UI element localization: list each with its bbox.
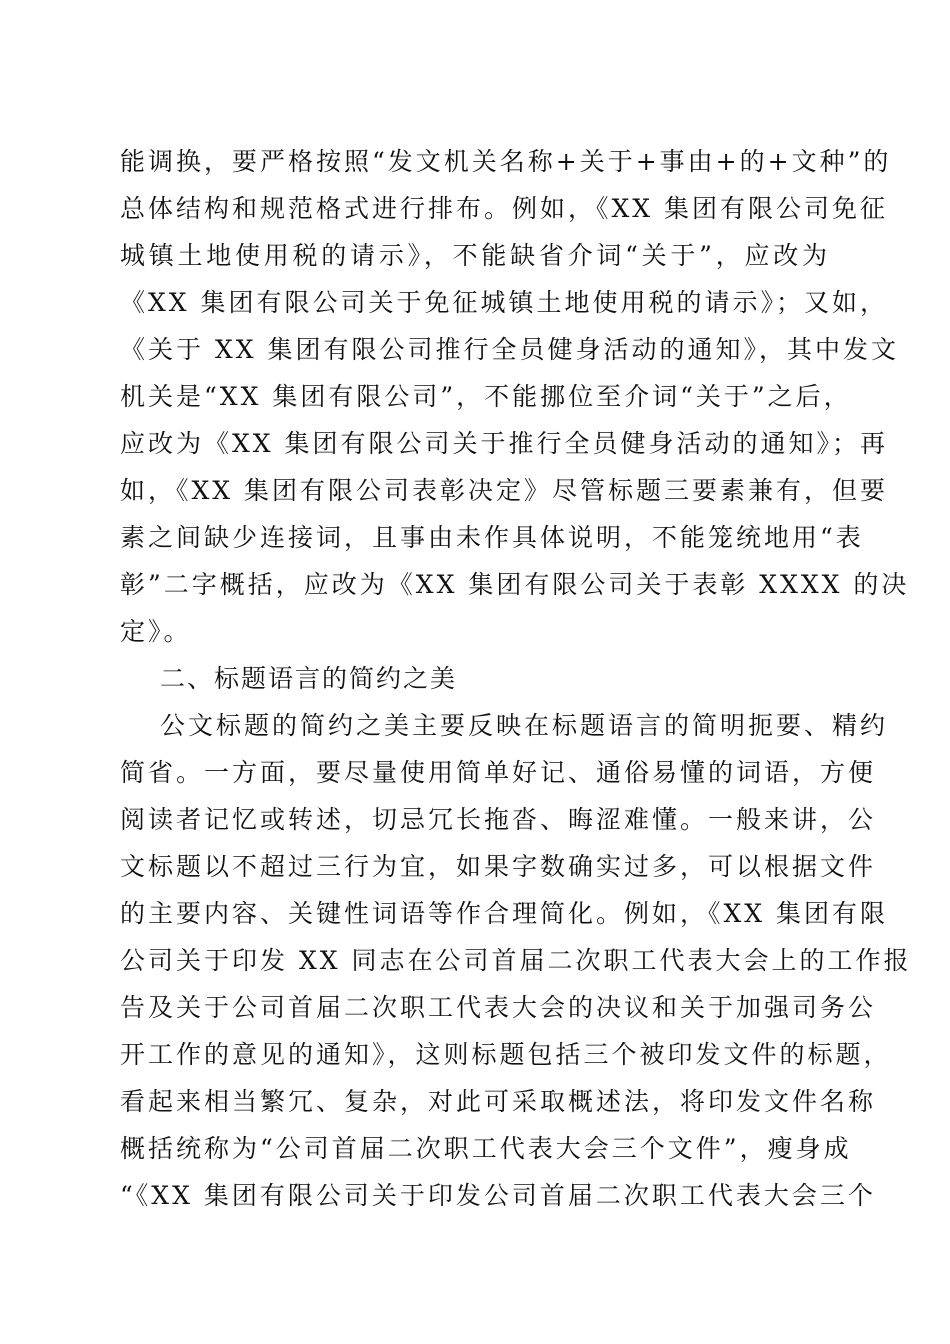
paragraph-line: 告及关于公司首届二次职工代表大会的决议和关于加强司务公 [120,993,877,1022]
paragraph-line: 公司关于印发 XX 同志在公司首届二次职工代表大会上的工作报 [120,946,912,975]
paragraph-line: 《关于 XX 集团有限公司推行全员健身活动的通知》，其中发文 [120,335,899,364]
paragraph-line: 开工作的意见的通知》，这则标题包括三个被印发文件的标题， [120,1040,892,1069]
paragraph-line: 文标题以不超过三行为宜，如果字数确实过多，可以根据文件 [120,852,877,881]
paragraph-line: 总体结构和规范格式进行排布。例如，《XX 集团有限公司免征 [120,194,889,223]
paragraph-line: 《XX 集团有限公司关于免征城镇土地使用税的请示》；又如， [120,288,889,317]
paragraph-line: 城镇土地使用税的请示》，不能缺省介词“关于”，应改为 [120,241,830,270]
paragraph-line: 简省。一方面，要尽量使用简单好记、通俗易懂的词语，方便 [120,758,877,787]
paragraph-line: 机关是“XX 集团有限公司”，不能挪位至介词“关于”之后， [120,382,852,411]
section-heading: 二、标题语言的简约之美 [160,664,458,693]
paragraph-line: 阅读者记忆或转述，切忌冗长拖沓、晦涩难懂。一般来讲，公 [120,805,877,834]
paragraph-line: 看起来相当繁冗、复杂，对此可采取概述法，将印发文件名称 [120,1087,877,1116]
paragraph-line: 彰”二字概括，应改为《XX 集团有限公司关于表彰 XXXX 的决 [120,570,910,599]
paragraph-line: 如，《XX 集团有限公司表彰决定》尽管标题三要素兼有，但要 [120,476,889,505]
paragraph-line: 应改为《XX 集团有限公司关于推行全员健身活动的通知》；再 [120,429,889,458]
paragraph-line-first: 公文标题的简约之美主要反映在标题语言的简明扼要、精约 [160,711,889,740]
paragraph-line: “《XX 集团有限公司关于印发公司首届二次职工代表大会三个 [120,1181,876,1210]
paragraph-line: 概括统称为“公司首届二次职工代表大会三个文件”，瘦身成 [120,1134,852,1163]
paragraph-line: 素之间缺少连接词，且事由未作具体说明，不能笼统地用“表 [120,523,864,552]
paragraph-line: 能调换，要严格按照“发文机关名称+关于+事由+的+文种”的 [120,147,892,176]
paragraph-line: 的主要内容、关键性词语等作合理简化。例如，《XX 集团有限 [120,899,889,928]
paragraph-line-last: 定》。 [120,617,192,646]
